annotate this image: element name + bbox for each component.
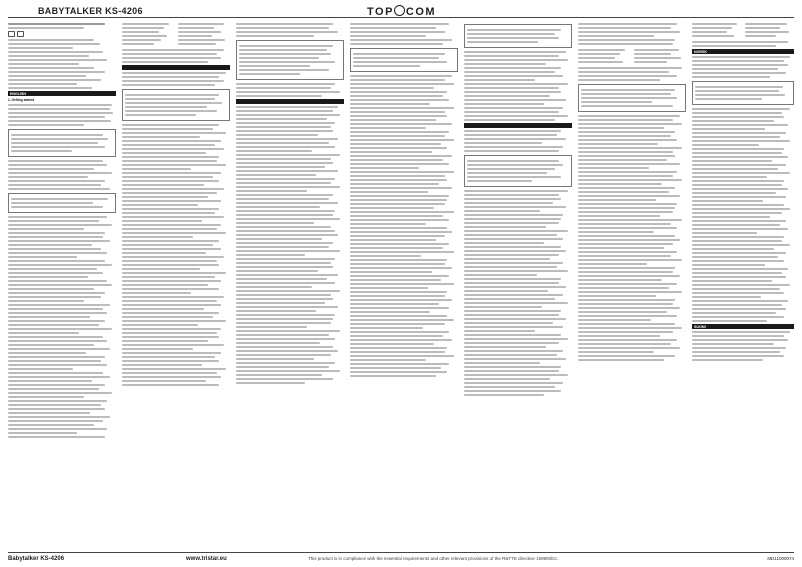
section-norsk: NORSK <box>692 49 794 54</box>
warning-box <box>122 89 230 121</box>
section-bar-5 <box>464 123 572 128</box>
section-suomi: SUOMI <box>692 324 794 329</box>
brand-logo: TOP COM <box>367 6 437 18</box>
column-2 <box>122 21 230 549</box>
note-box <box>464 155 572 187</box>
device-icon <box>8 31 15 37</box>
footer-model: Babytalker KS-4206 <box>8 556 65 562</box>
footer-code: MD11000074 <box>767 556 794 561</box>
column-6 <box>578 21 686 549</box>
column-4 <box>350 21 458 549</box>
section-bar-2 <box>122 65 230 70</box>
warning-box <box>464 24 572 48</box>
info-box <box>236 40 344 80</box>
note-box <box>8 193 116 213</box>
logo-o-icon <box>394 5 405 16</box>
warning-box <box>578 84 686 112</box>
column-5 <box>464 21 572 549</box>
footer-compliance-notice: This product is in compliance with the essential requirements and other relevant provisions of the R&TTE directive 1999/5/EC. <box>308 556 559 561</box>
warning-box <box>692 81 794 105</box>
page-footer <box>8 552 794 565</box>
device-icon <box>17 31 24 37</box>
footer-website[interactable]: www.tristar.eu <box>186 556 227 562</box>
column-3 <box>236 21 344 549</box>
column-1 <box>8 21 116 549</box>
header-divider <box>8 17 794 18</box>
warning-box <box>8 129 116 157</box>
section-english: ENGLISH <box>8 91 116 96</box>
column-7 <box>692 21 794 549</box>
section-bar-3 <box>236 99 344 104</box>
heading-getting-started: 1. Getting started <box>8 98 35 102</box>
info-box <box>350 48 458 72</box>
product-title: BABYTALKER KS-4206 <box>38 6 143 16</box>
